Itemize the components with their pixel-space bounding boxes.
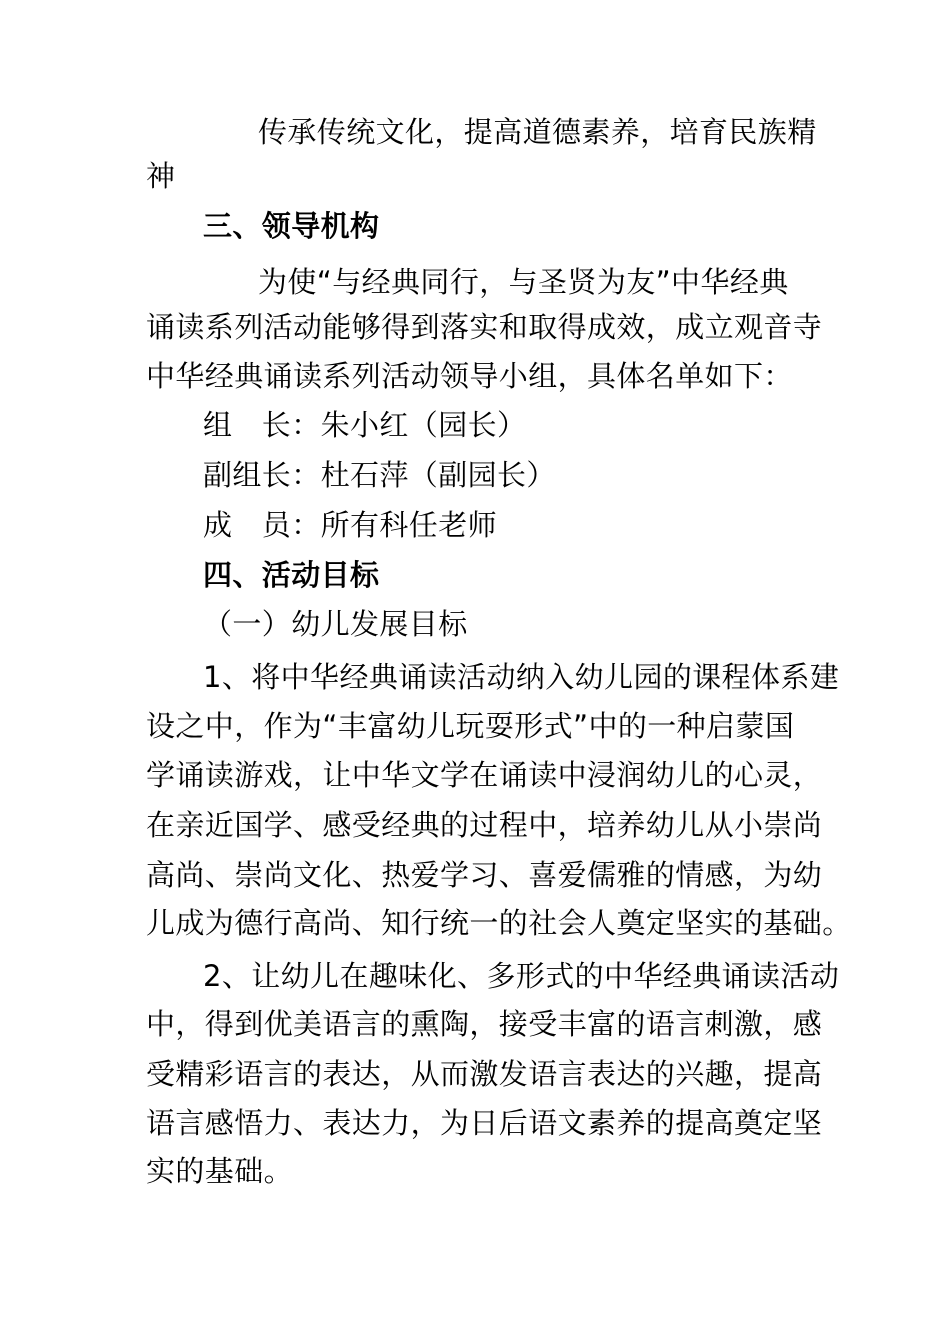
motto-line-1: 传承传统文化，提高道德素养，培育民族精 (258, 115, 817, 149)
item1-line-2: 设之中，作为“丰富幼儿玩耍形式”中的一种启蒙国 (146, 709, 795, 743)
item1-line-5: 高尚、崇尚文化、热爱学习、喜爱儒雅的情感，为幼 (146, 858, 823, 892)
section4-heading: 四、活动目标 (203, 558, 380, 592)
item1-line-3: 学诵读游戏，让中华文学在诵读中浸润幼儿的心灵， (146, 758, 823, 792)
item1-line-1: 1、将中华经典诵读活动纳入幼儿园的课程体系建 (203, 660, 840, 694)
deputy-leader-line: 副组长：杜石萍（副园长） (203, 458, 556, 492)
motto-line-2: 神 (146, 159, 176, 193)
section3-heading: 三、领导机构 (203, 209, 380, 243)
section3-para-line-2: 诵读系列活动能够得到落实和取得成效，成立观音寺 (146, 310, 823, 344)
item2-line-3: 受精彩语言的表达，从而激发语言表达的兴趣，提高 (146, 1057, 823, 1091)
item2-line-1: 2、让幼儿在趣味化、多形式的中华经典诵读活动 (203, 959, 840, 993)
item2-line-4: 语言感悟力、表达力，为日后语文素养的提高奠定坚 (146, 1106, 823, 1140)
item1-line-4: 在亲近国学、感受经典的过程中，培养幼儿从小崇尚 (146, 808, 823, 842)
item2-line-2: 中，得到优美语言的熏陶，接受丰富的语言刺激，感 (146, 1007, 823, 1041)
section3-para-line-3: 中华经典诵读系列活动领导小组，具体名单如下： (146, 359, 793, 393)
subsection1-heading: （一）幼儿发展目标 (203, 607, 468, 641)
item2-line-5: 实的基础。 (146, 1154, 294, 1188)
item1-line-6: 儿成为德行高尚、知行统一的社会人奠定坚实的基础。 (146, 906, 852, 940)
members-line: 成 员：所有科任老师 (203, 508, 498, 542)
section3-para-line-1: 为使“与经典同行，与圣贤为友”中华经典 (258, 265, 789, 299)
leader-line: 组 长：朱小红（园长） (203, 408, 527, 442)
